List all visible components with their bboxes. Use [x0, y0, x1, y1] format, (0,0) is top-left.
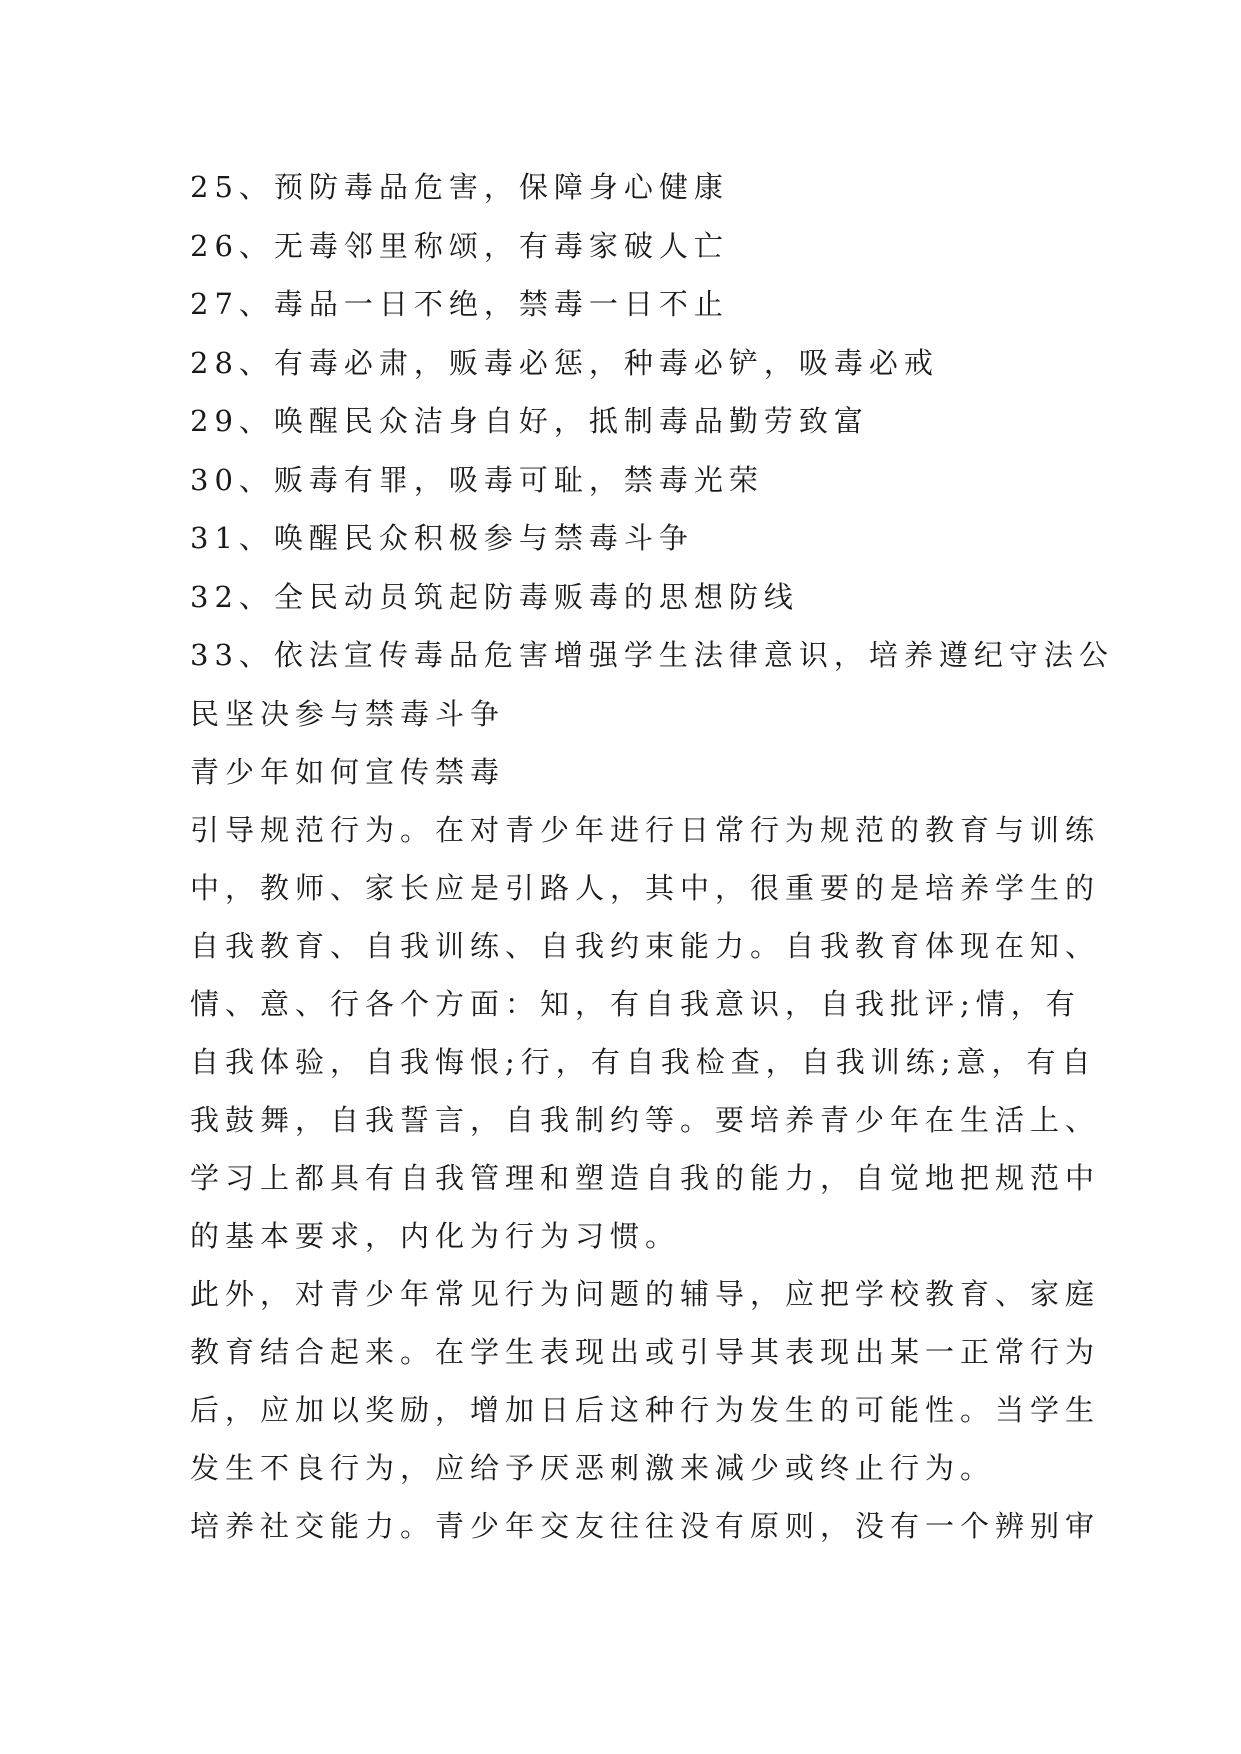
slogan-item-continuation: 民坚决参与禁毒斗争	[190, 696, 506, 731]
paragraph-line: 自我体验，自我悔恨;行，有自我检查，自我训练;意，有自	[190, 1045, 1097, 1079]
slogan-item: 33、依法宣传毒品危害增强学生法律意识，培养遵纪守法公	[190, 638, 1114, 672]
slogan-item: 32、全民动员筑起防毒贩毒的思想防线	[190, 579, 799, 614]
paragraph-line: 自我教育、自我训练、自我约束能力。自我教育体现在知、	[190, 929, 1101, 963]
slogan-list	[190, 158, 1114, 743]
paragraph-line: 我鼓舞，自我誓言，自我制约等。要培养青少年在生活上、	[190, 1103, 1101, 1137]
paragraph-line: 培养社交能力。青少年交友往往没有原则，没有一个辨别审	[190, 1509, 1101, 1543]
paragraph-line: 学习上都具有自我管理和塑造自我的能力，自觉地把规范中	[190, 1161, 1101, 1195]
paragraph-line: 教育结合起来。在学生表现出或引导其表现出某一正常行为	[190, 1335, 1101, 1369]
paragraph-line: 此外，对青少年常见行为问题的辅导，应把学校教育、家庭	[190, 1277, 1101, 1311]
paragraph-line: 发生不良行为，应给予厌恶刺激来减少或终止行为。	[190, 1451, 996, 1485]
slogan-item: 27、毒品一日不绝，禁毒一日不止	[190, 287, 729, 321]
slogan-item: 28、有毒必肃，贩毒必惩，种毒必铲，吸毒必戒	[190, 345, 939, 380]
slogan-item: 30、贩毒有罪，吸毒可耻，禁毒光荣	[190, 462, 764, 497]
slogan-item: 31、唤醒民众积极参与禁毒斗争	[190, 521, 694, 555]
paragraph-guide-behavior	[190, 801, 1101, 1265]
paragraph-line: 引导规范行为。在对青少年进行日常行为规范的教育与训练	[190, 813, 1101, 847]
paragraph-counseling	[190, 1265, 1101, 1497]
slogan-item: 29、唤醒民众洁身自好，抵制毒品勤劳致富	[190, 404, 869, 438]
paragraph-social-ability	[190, 1497, 1101, 1555]
slogan-item: 25、预防毒品危害，保障身心健康	[190, 170, 729, 204]
paragraph-line: 的基本要求，内化为行为习惯。	[190, 1219, 681, 1253]
document-page	[190, 158, 1114, 1555]
section-heading: 青少年如何宣传禁毒	[190, 755, 506, 789]
paragraph-line: 后，应加以奖励，增加日后这种行为发生的可能性。当学生	[190, 1393, 1101, 1427]
paragraph-line: 情、意、行各个方面：知，有自我意识，自我批评;情，有	[190, 987, 1081, 1021]
paragraph-line: 中，教师、家长应是引路人，其中，很重要的是培养学生的	[190, 871, 1101, 905]
slogan-item: 26、无毒邻里称颂，有毒家破人亡	[190, 228, 729, 263]
